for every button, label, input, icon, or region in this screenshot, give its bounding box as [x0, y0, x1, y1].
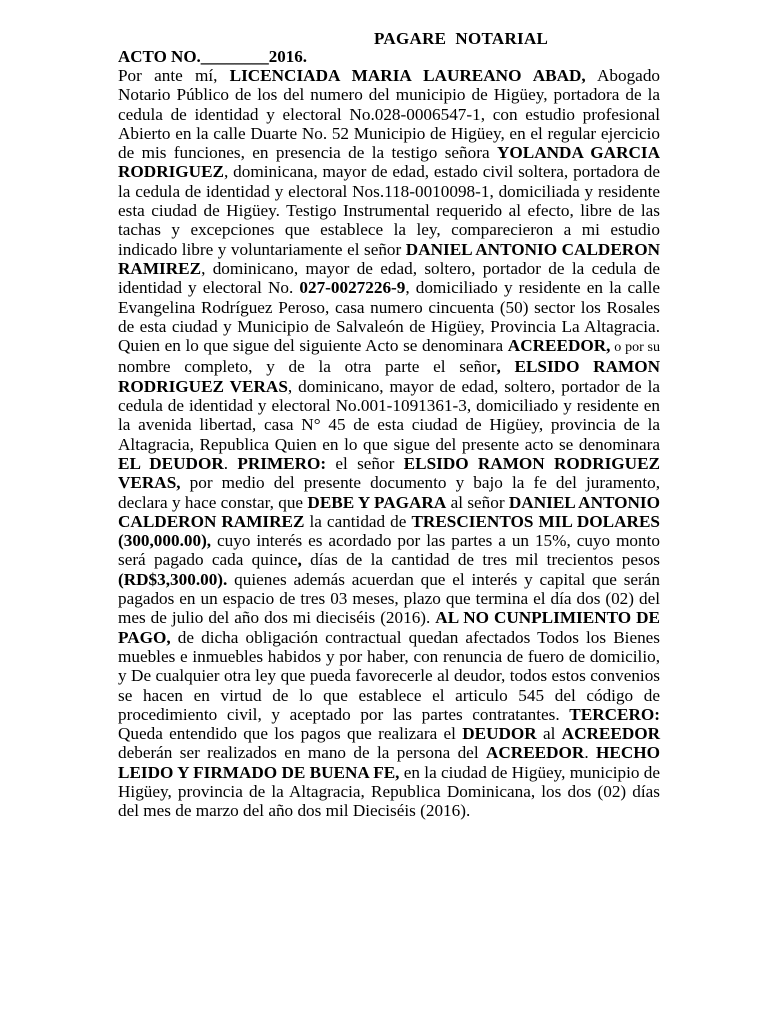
text-segment: , domiciliado y residente en la calle Evangelina Rodríguez Peroso, casa numero cincuenta (50) sector los Rosales de esta ciudad y Municipio de Salvaleón de Higüey, Provincia La Altagracia. Quien en lo que sigue del siguiente Acto se denominara [118, 278, 660, 356]
bold-text-segment: HECHO LEIDO Y FIRMADO DE BUENA FE, [118, 743, 660, 782]
text-segment: . [223, 453, 238, 473]
bold-text-segment: , [297, 550, 302, 570]
text-segment: de dicha obligación contractual quedan afectados Todos los Bienes muebles e inmuebles habidos y por haber, con renuncia de fuero de domicilio, y De cualquier otra ley que pueda favorecerle al deudor, todos estos convenios se hacen en virtud de lo que establece el articulo 545 del código de procedimiento civil, y aceptado por las partes contratantes. [118, 627, 660, 724]
bold-text-segment: 027-0027226-9 [299, 278, 406, 298]
text-segment: Abogado Notario Público de los del numero del municipio de Higüey, portadora de la cedula de identidad y electoral No.028-0006547-1, con estudio profesional Abierto en la calle Duarte No. 52 Municipio de Higüey, en el regular ejercicio de mis funciones, en presencia de la testigo señora [118, 66, 661, 163]
text-segment: al señor [446, 492, 509, 512]
text-segment: nombre completo, y de la otra parte el señor [118, 357, 497, 377]
text-segment: la cantidad de [304, 511, 412, 531]
text-segment: en la ciudad de Higüey, municipio de Higüey, provincia de la Altagracia, Republica Dominicana, los dos (02) días del mes de marzo del año dos mil Dieciséis (2016). [118, 762, 660, 821]
bold-text-segment: TRESCIENTOS MIL DOLARES (300,000.00), [118, 511, 660, 551]
text-segment: , dominicano, mayor de edad, soltero, portador de la cedula de identidad y electoral No.001-1091361-3, domiciliado y residente en la avenida libertad, casa N° 45 de esta ciudad de Higüey, provincia de la Altagracia, Republica Quien en lo que sigue del presente acto se denominara [118, 376, 661, 454]
bold-text-segment: DEUDOR [462, 724, 537, 744]
text-segment: deberán ser realizados en mano de la persona del [118, 743, 486, 763]
text-segment: , dominicano, mayor de edad, soltero, portador de la cedula de identidad y electoral No. [118, 258, 660, 298]
text-segment: o por su [610, 340, 660, 356]
text-segment: al [536, 724, 562, 744]
text-segment: días de la cantidad de tres mil trecientos pesos [301, 550, 660, 570]
bold-text-segment: DANIEL ANTONIO CALDERON RAMIREZ [118, 239, 660, 278]
bold-text-segment: AL NO CUNPLIMIENTO DE PAGO, [118, 608, 660, 647]
document-title: PAGARE NOTARIAL [374, 29, 549, 48]
text-segment: Por ante mí, [118, 66, 230, 85]
text-segment: quienes además acuerdan que el interés y capital que serán pagados en un espacio de tres 03 meses, plazo que termina el día dos (02) del mes de julio del año dos mi dieciséis (2016). [118, 569, 660, 628]
acto-number-line: ACTO NO.________2016. [118, 47, 308, 66]
text-segment: cuyo interés es acordado por las partes a un 15%, cuyo monto será pagado cada quince [118, 531, 660, 570]
bold-text-segment: ACREEDOR [561, 724, 661, 744]
bold-text-segment: LICENCIADA MARIA LAUREANO ABAD, [229, 66, 586, 85]
text-segment: . [584, 743, 597, 763]
document-body [118, 66, 660, 821]
bold-text-segment: ELSIDO RAMON RODRIGUEZ VERAS, [118, 453, 661, 493]
text-segment: el señor [326, 453, 404, 473]
bold-text-segment: ACREEDOR [485, 743, 585, 763]
bold-text-segment: TERCERO: [569, 704, 660, 724]
text-segment: Queda entendido que los pagos que realizara el [118, 724, 463, 744]
bold-text-segment: DANIEL ANTONIO CALDERON RAMIREZ [118, 492, 660, 531]
bold-text-segment: DEBE Y PAGARA [307, 492, 447, 512]
bold-text-segment: ACREEDOR, [507, 336, 611, 356]
text-segment: por medio del presente documento y bajo la fe del juramento, declara y hace constar, que [118, 473, 660, 512]
bold-text-segment: PRIMERO: [237, 453, 327, 473]
bold-text-segment: YOLANDA GARCIA RODRIGUEZ [118, 143, 660, 182]
bold-text-segment: (RD$3,300.00). [118, 569, 228, 589]
text-segment: , dominicana, mayor de edad, estado civil soltera, portadora de la cedula de identidad y electoral Nos.118-0010098-1, domiciliada y residente esta ciudad de Higüey. Testigo Instrumental requerido al efecto, libre de las tachas y excepciones que establece la ley, comparecieron a mi estudio indicado libre y voluntariamente el señor [118, 162, 660, 259]
bold-text-segment: , ELSIDO RAMON RODRIGUEZ VERAS [118, 357, 660, 396]
bold-text-segment: EL DEUDOR [118, 453, 224, 473]
